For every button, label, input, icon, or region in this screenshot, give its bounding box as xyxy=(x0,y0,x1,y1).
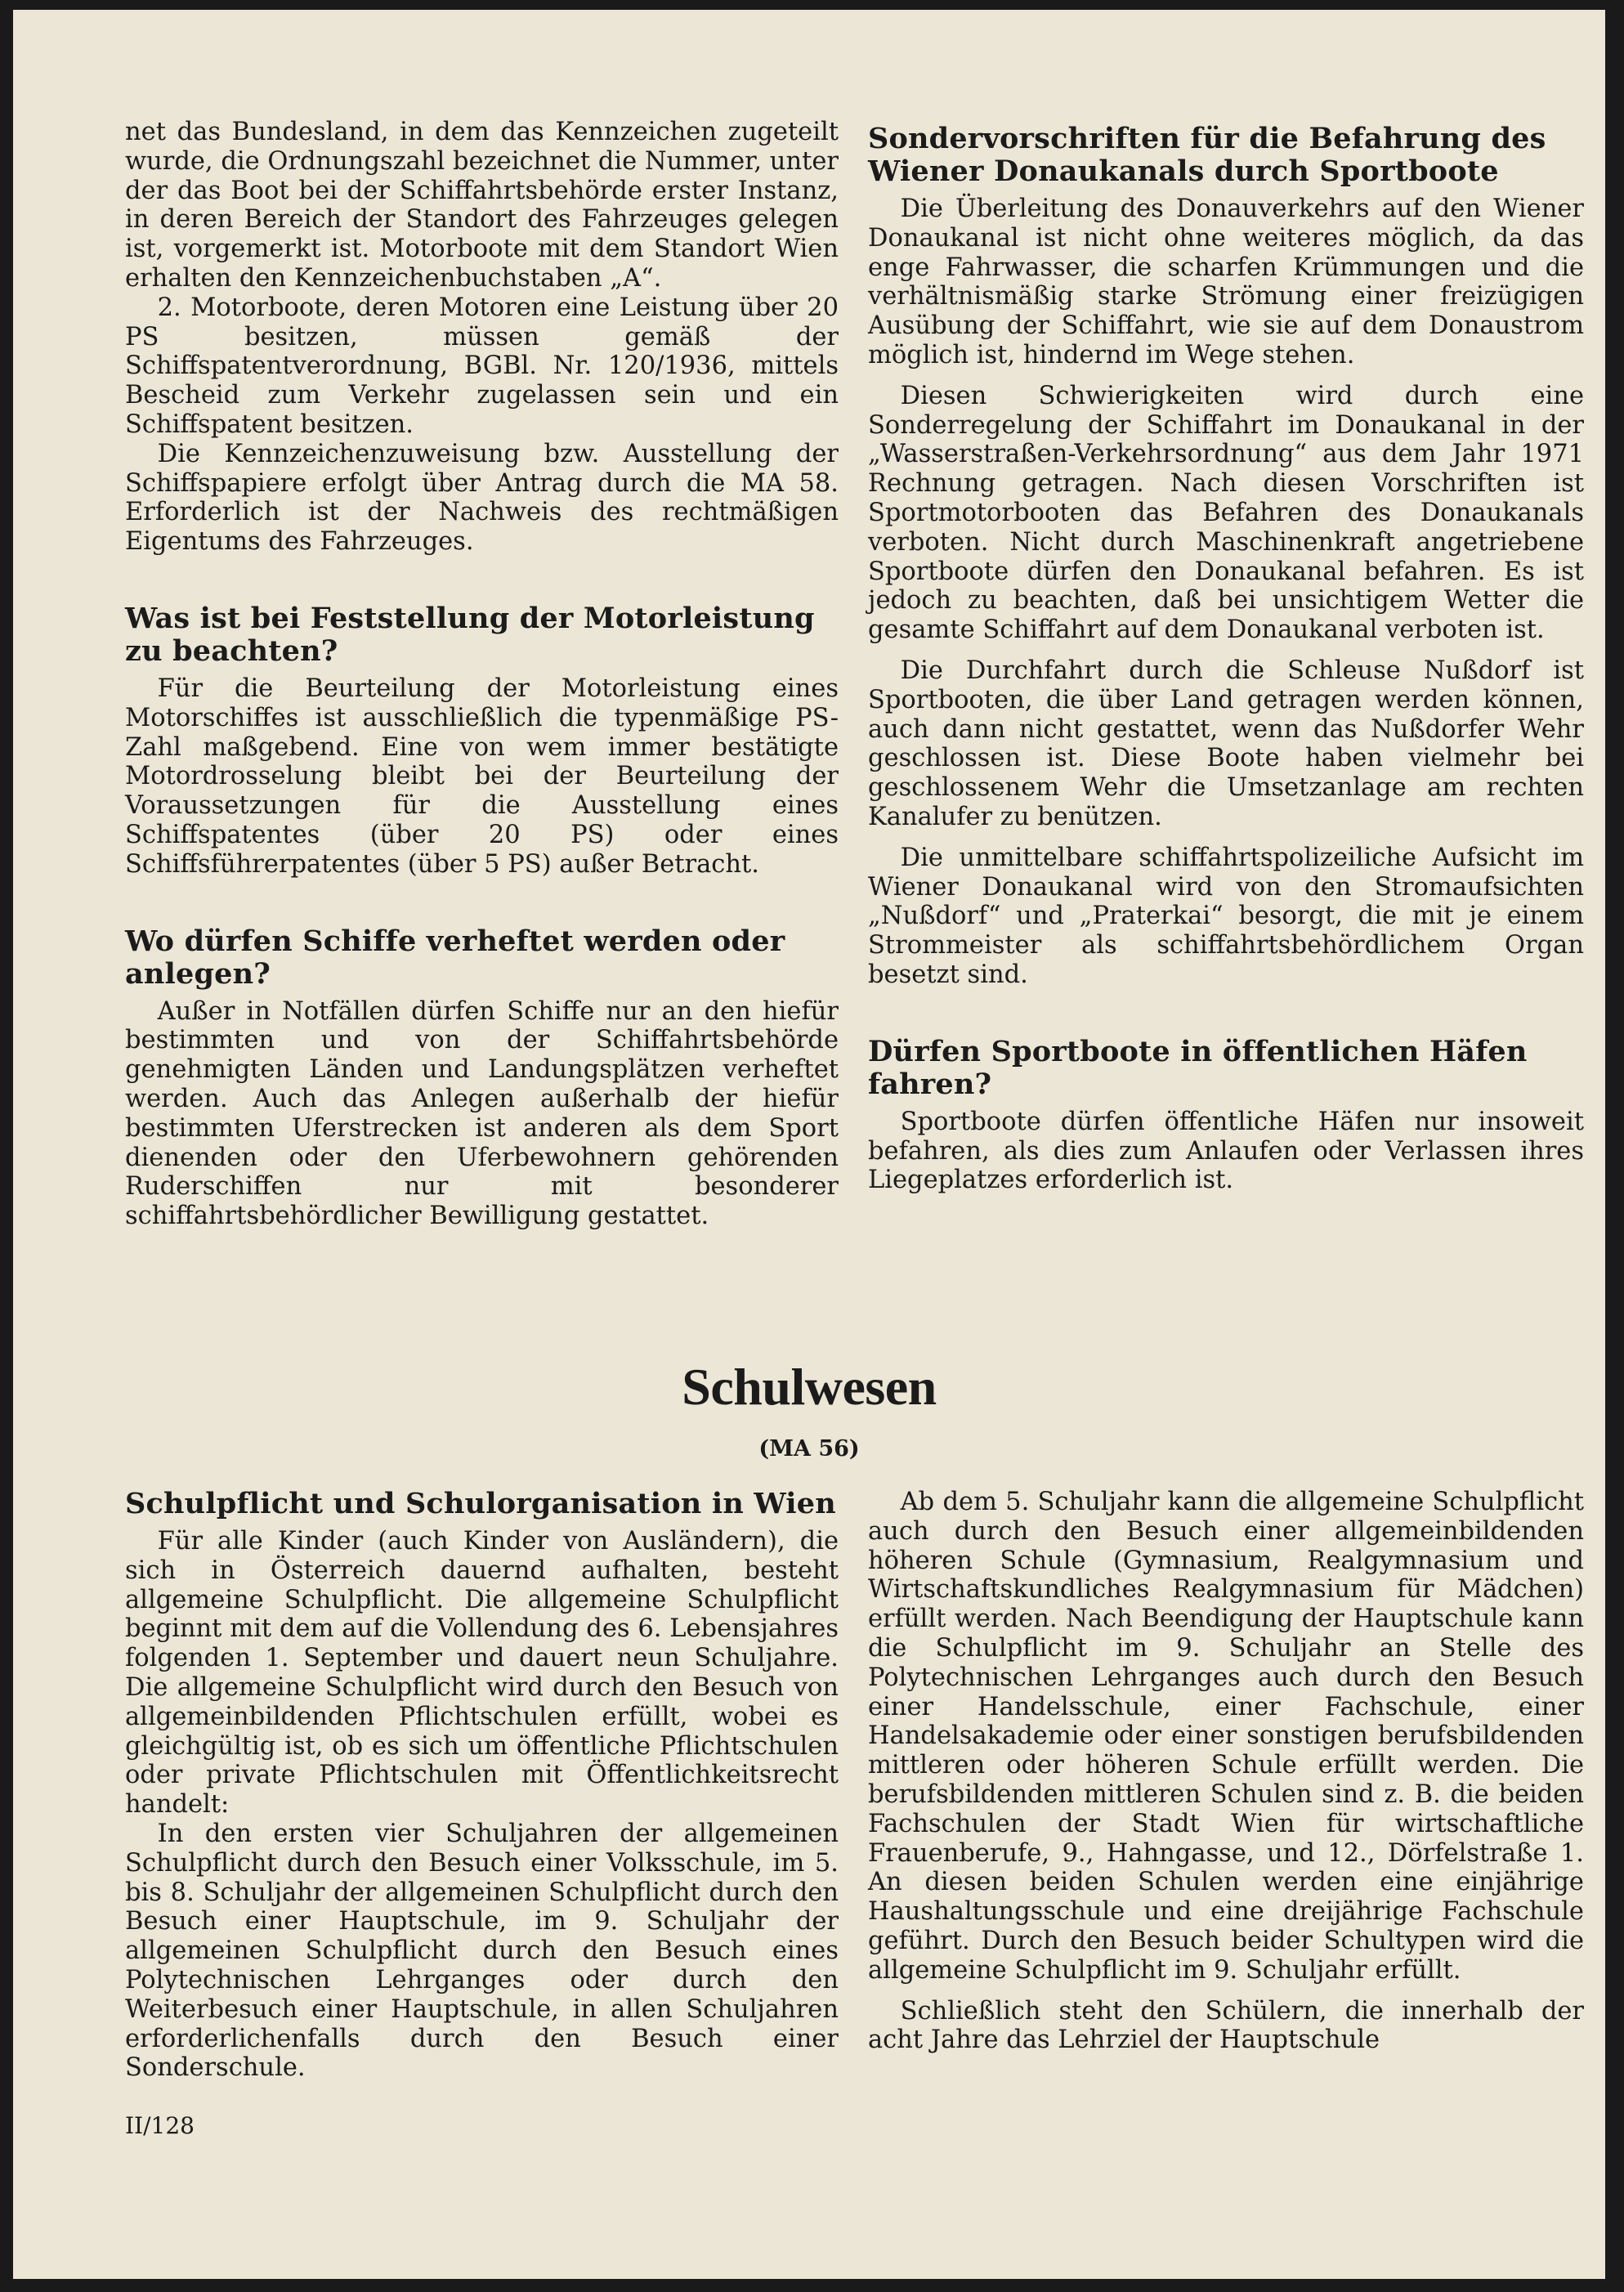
paragraph: net das Bundesland, in dem das Kennzeichen zugeteilt wurde, die Ordnungszahl bezeichnet die Nummer, unter der das Boot bei der Schiffahrtsbehörde erster Instanz, in deren Bereich der Standort des Fahrzeuges gelegen ist, vorgemerkt ist. Motorboote mit dem Standort Wien erhalten den Kennzeichenbuchstaben „A“. xyxy=(125,118,839,293)
paragraph: Für alle Kinder (auch Kinder von Ausländern), die sich in Österreich dauernd aufhalten, besteht allgemeine Schulpflicht. Die allgemeine Schulpflicht beginnt mit dem auf die Vollendung des 6. Lebensjahres folgenden 1. September und dauert neun Schuljahre. Die allgemeine Schulpflicht wird durch den Besuch von allgemeinbildenden Pflichtschulen erfüllt, wobei es gleichgültig ist, ob es sich um öffentliche Pflichtschulen oder private Pflichtschulen mit Öffentlichkeitsrecht handelt: xyxy=(125,1527,839,1820)
paragraph: In den ersten vier Schuljahren der allgemeinen Schulpflicht durch den Besuch einer Volksschule, im 5. bis 8. Schuljahr der allgemeinen Schulpflicht durch den Besuch einer Hauptschule, im 9. Schuljahr der allgemeinen Schulpflicht durch den Besuch eines Polytechnischen Lehrganges oder durch den Weiterbesuch einer Hauptschule, in allen Schuljahren erforderlichenfalls durch den Besuch einer Sonderschule. xyxy=(125,1819,839,2083)
page-number: II/128 xyxy=(125,2112,195,2139)
section-title: Schulwesen xyxy=(682,1358,937,1416)
paragraph: Die Überleitung des Donauverkehrs auf den Wiener Donaukanal ist nicht ohne weiteres möglich, da das enge Fahrwasser, die scharfen Krümmungen und die verhältnismäßig starke Strömung einer freizügigen Ausübung der Schiffahrt, wie sie auf dem Donaustrom möglich ist, hindernd im Wege stehen. xyxy=(868,195,1584,369)
column-bottom-right xyxy=(868,1488,1584,2055)
column-top-right xyxy=(868,123,1584,1195)
paragraph: Sportboote dürfen öffentliche Häfen nur insoweit befahren, als dies zum Anlaufen oder Verlassen ihres Liegeplatzes erforderlich ist. xyxy=(868,1107,1584,1195)
column-bottom-left xyxy=(125,1488,839,2083)
paragraph: Die Kennzeichenzuweisung bzw. Ausstellung der Schiffspapiere erfolgt über Antrag durch die MA 58. Erforderlich ist der Nachweis des rechtmäßigen Eigentums des Fahrzeuges. xyxy=(125,439,839,557)
heading-schulpflicht: Schulpflicht und Schulorganisation in Wien xyxy=(125,1487,836,1520)
heading-motorleistung: Was ist bei Feststellung der Motorleistung zu beachten? xyxy=(125,601,815,668)
heading-donaukanal: Sondervorschriften für die Befahrung des Wiener Donaukanals durch Sportboote xyxy=(868,122,1546,188)
heading-haefen: Dürfen Sportboote in öffentlichen Häfen fahren? xyxy=(868,1034,1528,1101)
paragraph: 2. Motorboote, deren Motoren eine Leistung über 20 PS besitzen, müssen gemäß der Schiffspatentverordnung, BGBl. Nr. 120/1936, mittels Bescheid zum Verkehr zugelassen sein und ein Schiffspatent besitzen. xyxy=(125,293,839,439)
column-top-left xyxy=(125,118,839,1231)
paragraph: Die unmittelbare schiffahrtspolizeiliche Aufsicht im Wiener Donaukanal wird von den Stromaufsichten „Nußdorf“ und „Praterkai“ besorgt, die mit je einem Strommeister als schiffahrtsbehördlichem Organ besetzt sind. xyxy=(868,843,1584,989)
paragraph: Diesen Schwierigkeiten wird durch eine Sonderregelung der Schiffahrt im Donaukanal in der „Wasserstraßen-Verkehrsordnung“ aus dem Jahr 1971 Rechnung getragen. Nach diesen Vorschriften ist Sportmotorbooten das Befahren des Donaukanals verboten. Nicht durch Maschinenkraft angetriebene Sportboote dürfen den Donaukanal befahren. Es ist jedoch zu beachten, daß bei unsichtigem Wetter die gesamte Schiffahrt auf dem Donaukanal verboten ist. xyxy=(868,381,1584,645)
paragraph: Außer in Notfällen dürfen Schiffe nur an den hiefür bestimmten und von der Schiffahrtsbehörde genehmigten Länden und Landungsplätzen verheftet werden. Auch das Anlegen außerhalb der hiefür bestimmten Uferstrecken ist anderen als dem Sport dienenden oder den Uferbewohnern gehörenden Ruderschiffen nur mit besonderer schiffahrtsbehördlicher Bewilligung gestattet. xyxy=(125,996,839,1231)
document-page xyxy=(13,10,1605,2279)
paragraph: Schließlich steht den Schülern, die innerhalb der acht Jahre das Lehrziel der Hauptschule xyxy=(868,1996,1584,2055)
paragraph: Für die Beurteilung der Motorleistung eines Motorschiffes ist ausschließlich die typenmäßige PS-Zahl maßgebend. Eine von wem immer bestätigte Motordrosselung bleibt bei der Beurteilung der Voraussetzungen für die Ausstellung eines Schiffspatentes (über 20 PS) oder eines Schiffsführerpatentes (über 5 PS) außer Betracht. xyxy=(125,674,839,879)
section-subtitle: (MA 56) xyxy=(758,1436,860,1462)
paragraph: Ab dem 5. Schuljahr kann die allgemeine Schulpflicht auch durch den Besuch einer allgemeinbildenden höheren Schule (Gymnasium, Realgymnasium und Wirtschaftskundliches Realgymnasium für Mädchen) erfüllt werden. Nach Beendigung der Hauptschule kann die Schulpflicht im 9. Schuljahr an Stelle des Polytechnischen Lehrganges auch durch den Besuch einer Handelsschule, einer Fachschule, einer Handelsakademie oder einer sonstigen berufsbildenden mittleren oder höheren Schule erfüllt werden. Die berufsbildenden mittleren Schulen sind z. B. die beiden Fachschulen der Stadt Wien für wirtschaftliche Frauenberufe, 9., Hahngasse, und 12., Dörfelstraße 1. An diesen beiden Schulen werden eine einjährige Haushaltungsschule und eine dreijährige Fachschule geführt. Durch den Besuch beider Schultypen wird die allgemeine Schulpflicht im 9. Schuljahr erfüllt. xyxy=(868,1488,1584,1985)
paragraph: Die Durchfahrt durch die Schleuse Nußdorf ist Sportbooten, die über Land getragen werden können, auch dann nicht gestattet, wenn das Nußdorfer Wehr geschlossen ist. Diese Boote haben vielmehr bei geschlossenem Wehr die Umsetzanlage am rechten Kanalufer zu benützen. xyxy=(868,656,1584,831)
heading-anlegen: Wo dürfen Schiffe verheftet werden oder anlegen? xyxy=(125,924,785,991)
